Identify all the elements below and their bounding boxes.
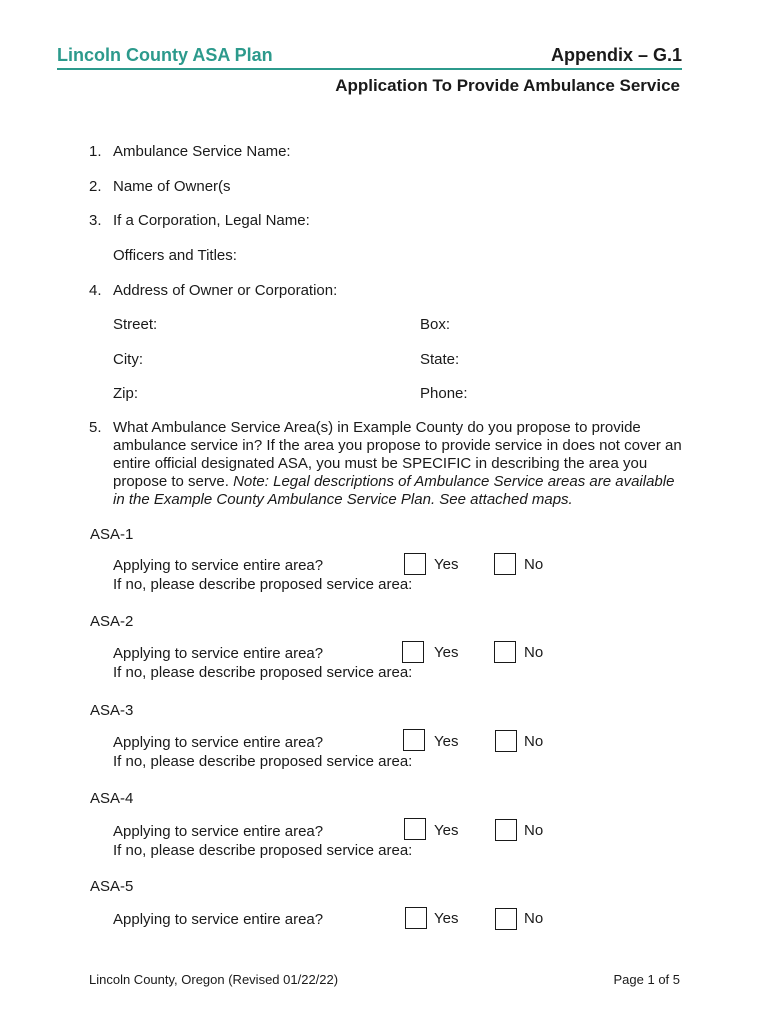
yes-checkbox[interactable] [403, 729, 425, 751]
asa-question-text: Applying to service entire area? [113, 645, 324, 662]
yes-checkbox[interactable] [405, 907, 427, 929]
asa-question [113, 910, 323, 929]
question-5 [89, 419, 689, 509]
question-2 [89, 178, 231, 195]
asa-label: ASA-1 [90, 526, 134, 543]
asa-question-text: Applying to service entire area? [113, 557, 324, 574]
city-label: City: [113, 351, 143, 368]
asa-describe-text: If no, please describe proposed service area: [113, 576, 413, 593]
question-5-note: Note: Legal descriptions of Ambulance Service areas are available in the Example County Ambulance Service Plan. See attached maps. [113, 473, 675, 508]
header-rule [57, 68, 682, 70]
asa-question [113, 644, 412, 682]
state-label: State: [420, 351, 460, 368]
asa-question-text: Applying to service entire area? [113, 734, 324, 751]
asa-question [113, 822, 412, 860]
asa-label: ASA-2 [90, 613, 134, 630]
no-label: No [524, 733, 544, 750]
question-number: 4. [89, 282, 102, 299]
yes-label: Yes [434, 822, 459, 839]
yes-label: Yes [434, 910, 459, 927]
asa-describe-text: If no, please describe proposed service area: [113, 664, 413, 681]
yes-checkbox[interactable] [404, 553, 426, 575]
form-subtitle: Application To Provide Ambulance Service [335, 76, 680, 95]
asa-question-text: Applying to service entire area? [113, 911, 324, 928]
box-label: Box: [420, 316, 451, 333]
question-number: 3. [89, 212, 102, 229]
no-checkbox[interactable] [494, 641, 516, 663]
asa-question [113, 733, 412, 771]
asa-question [113, 556, 412, 594]
header-left-title: Lincoln County ASA Plan [57, 45, 273, 65]
question-label: Address of Owner or Corporation: [113, 282, 338, 299]
no-checkbox[interactable] [495, 730, 517, 752]
question-label: Name of Owner(s [113, 178, 231, 195]
header-right-title: Appendix – G.1 [550, 45, 682, 65]
street-label: Street: [113, 316, 158, 333]
no-checkbox[interactable] [495, 908, 517, 930]
yes-label: Yes [434, 556, 459, 573]
asa-label: ASA-5 [90, 878, 134, 895]
no-label: No [524, 644, 544, 661]
officers-and-titles-label: Officers and Titles: [113, 247, 237, 264]
no-label: No [524, 556, 544, 573]
asa-describe-text: If no, please describe proposed service area: [113, 842, 413, 859]
question-number: 2. [89, 178, 102, 195]
question-number: 5. [89, 419, 102, 436]
question-number: 1. [89, 143, 102, 160]
page-number: Page 1 of 5 [613, 972, 680, 987]
no-checkbox[interactable] [494, 553, 516, 575]
no-label: No [524, 822, 544, 839]
zip-label: Zip: [113, 385, 139, 402]
phone-label: Phone: [420, 385, 468, 402]
asa-describe-text: If no, please describe proposed service area: [113, 753, 413, 770]
yes-label: Yes [434, 733, 459, 750]
question-1 [89, 143, 291, 160]
asa-question-text: Applying to service entire area? [113, 823, 324, 840]
question-label: Ambulance Service Name: [113, 143, 291, 160]
asa-label: ASA-3 [90, 702, 134, 719]
asa-label: ASA-4 [90, 790, 134, 807]
yes-label: Yes [434, 644, 459, 661]
footer-left: Lincoln County, Oregon (Revised 01/22/22) [89, 972, 339, 987]
yes-checkbox[interactable] [404, 818, 426, 840]
question-5-body: What Ambulance Service Area(s) in Example County do you propose to provide ambulance service in? If the area you propose to provide service in does not cover an entire official designated ASA, you must be SPECIFIC in describing the area you propose to serve. [113, 419, 682, 490]
question-4 [89, 282, 337, 299]
no-checkbox[interactable] [495, 819, 517, 841]
question-3 [89, 212, 310, 229]
question-5-text [113, 419, 689, 509]
question-label: If a Corporation, Legal Name: [113, 212, 310, 229]
yes-checkbox[interactable] [402, 641, 424, 663]
no-label: No [524, 910, 544, 927]
